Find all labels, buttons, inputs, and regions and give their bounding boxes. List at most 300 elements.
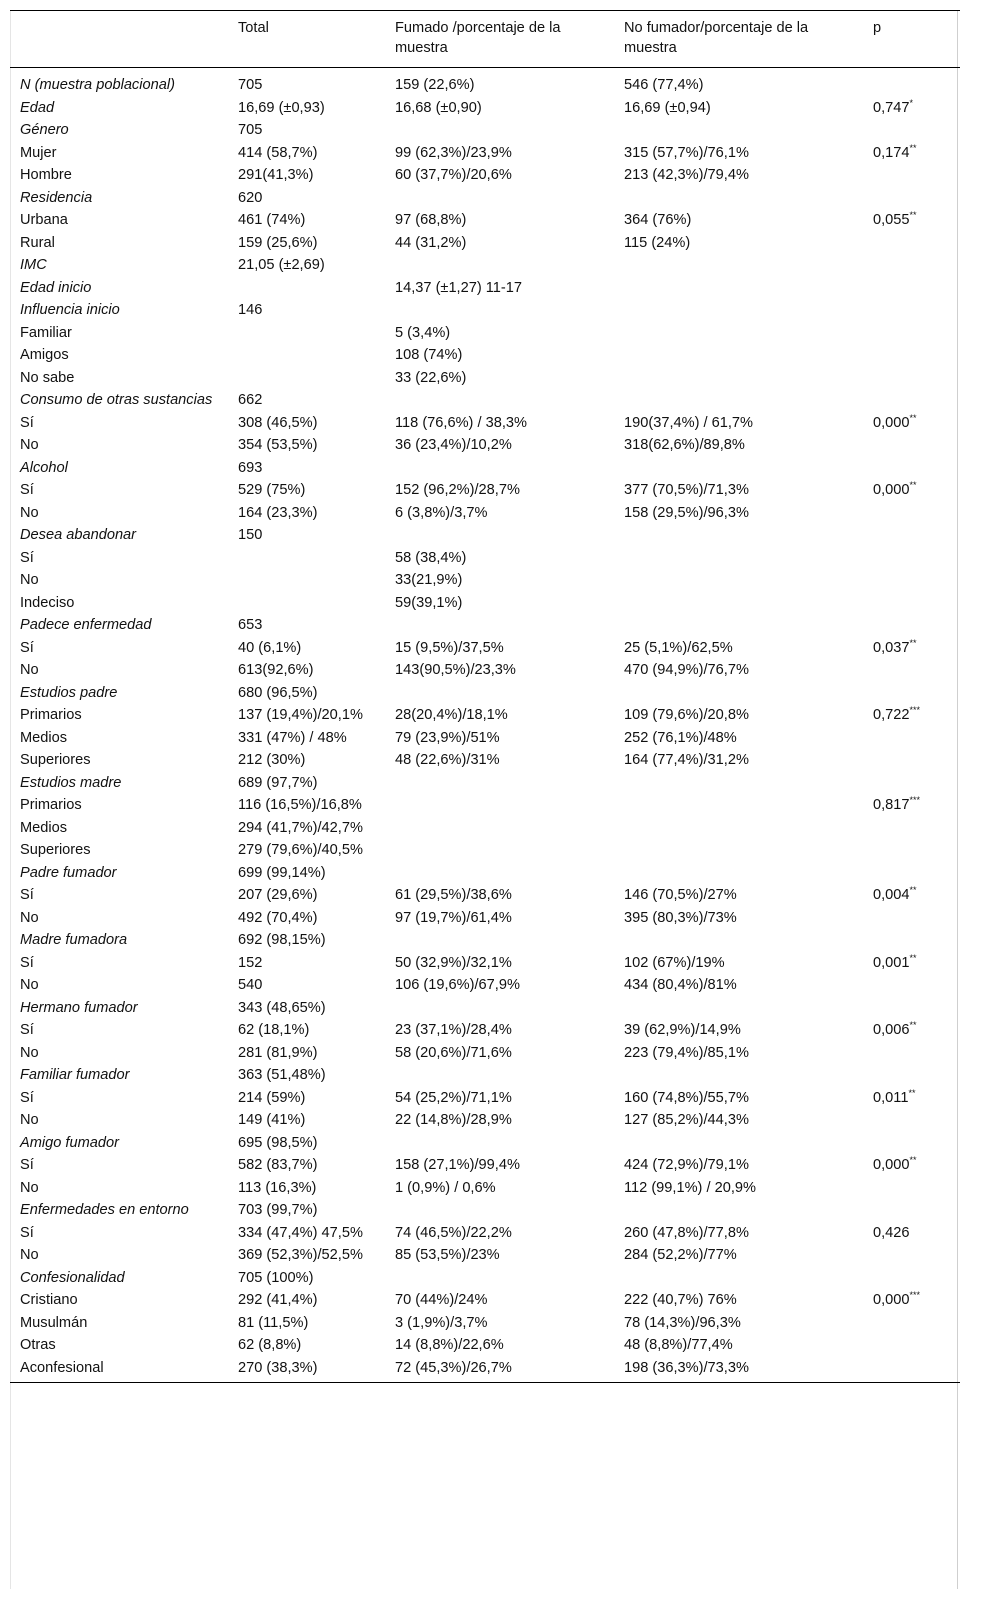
table-row [10,1312,960,1335]
row-label [10,254,228,277]
row-label-text: Familiar [20,324,72,341]
row-label [10,952,228,975]
cell-total [228,929,385,952]
cell-total [228,884,385,907]
cell-fumador [385,907,614,930]
table-row [10,209,960,232]
cell-fumador [385,547,614,570]
cell-total [228,704,385,727]
row-label-text: No sabe [20,369,75,386]
significance-marker: ** [909,210,917,220]
cell-fumador [385,322,614,345]
table-row [10,1064,960,1087]
row-label-text: Sí [20,549,34,566]
cell-total [228,1109,385,1132]
table-row [10,1199,960,1222]
table-row [10,142,960,165]
cell-fumador [385,232,614,255]
cell-fumador [385,772,614,795]
cell-fumador [385,884,614,907]
cell-fumador-text: 70 (44%)/24% [395,1292,488,1308]
cell-fumador-text: 158 (27,1%)/99,4% [395,1157,520,1173]
row-label [10,434,228,457]
row-label [10,1042,228,1065]
data-table-container [10,10,960,1383]
significance-marker: ** [909,412,917,423]
cell-total-text: 116 (16,5%)/16,8% [238,797,362,813]
row-label-text: N (muestra poblacional) [20,77,175,93]
table-body [10,68,960,1383]
cell-p-value-text: 0,817 [873,797,910,813]
row-label [10,1312,228,1335]
cell-total-text: 699 (99,14%) [238,864,326,881]
cell-fumador [385,1177,614,1200]
header-variable [10,11,228,68]
cell-total [228,164,385,187]
cell-total [228,817,385,840]
row-label [10,1019,228,1042]
cell-total-text: 689 (97,7%) [238,774,318,791]
cell-total-text: 270 (38,3%) [238,1359,318,1376]
cell-p-value [863,502,960,525]
cell-total [228,1199,385,1222]
cell-p-value-text: 0,001 [873,954,910,971]
row-label-text: Padre fumador [20,864,117,881]
cell-fumador [385,1222,614,1245]
table-row [10,322,960,345]
cell-total-text: 705 [238,122,263,138]
cell-fumador-text: 106 (19,6%)/67,9% [395,977,520,993]
cell-fumador [385,479,614,502]
cell-p-value [863,1177,960,1200]
row-label-text: No [20,662,39,678]
cell-fumador [385,569,614,592]
row-label-text: Consumo de otras sustancias [20,392,213,408]
cell-no-fumador-text: 112 (99,1%) / 20,9% [624,1179,756,1196]
cell-no-fumador [614,164,863,187]
cell-fumador [385,344,614,367]
row-label-text: Primarios [20,707,82,723]
cell-p-value [863,749,960,772]
significance-marker: ** [908,1087,916,1098]
header-total: Total [238,20,269,36]
row-label-text: No [20,504,39,521]
cell-p-value [863,1222,960,1245]
row-label [10,1289,228,1312]
cell-fumador-text: 60 (37,7%)/20,6% [395,167,512,183]
row-label [10,1064,228,1087]
significance-marker: ** [909,142,917,153]
cell-no-fumador [614,929,863,952]
cell-no-fumador-text: 395 (80,3%)/73% [624,909,737,926]
cell-total [228,974,385,997]
cell-total-text: 354 (53,5%) [238,437,318,453]
row-label-text: Superiores [20,842,91,858]
cell-no-fumador [614,1312,863,1335]
significance-marker: *** [909,1290,921,1300]
cell-no-fumador [614,817,863,840]
table-row [10,817,960,840]
table-row [10,1177,960,1200]
cell-no-fumador [614,682,863,705]
cell-no-fumador [614,1177,863,1200]
cell-no-fumador-text: 109 (79,6%)/20,8% [624,707,749,723]
cell-fumador [385,727,614,750]
cell-total [228,97,385,120]
row-label [10,1222,228,1245]
cell-total [228,412,385,435]
row-label-text: Sí [20,1022,34,1038]
row-label-text: No [20,977,39,993]
cell-total [228,1177,385,1200]
cell-total-text: 212 (30%) [238,752,306,768]
row-label-text: Estudios madre [20,774,122,791]
cell-p-value [863,727,960,750]
cell-fumador [385,434,614,457]
cell-total [228,1064,385,1087]
cell-no-fumador [614,952,863,975]
cell-no-fumador-text: 78 (14,3%)/96,3% [624,1314,741,1331]
row-label [10,749,228,772]
cell-no-fumador-text: 284 (52,2%)/77% [624,1247,737,1263]
cell-fumador [385,1267,614,1290]
cell-total-text: 680 (96,5%) [238,684,318,701]
cell-p-value [863,524,960,547]
table-row [10,389,960,412]
cell-total-text: 279 (79,6%)/40,5% [238,842,363,858]
cell-p-value [863,277,960,300]
cell-fumador-text: 118 (76,6%) / 38,3% [395,414,527,431]
row-label-text: Medios [20,819,68,836]
cell-no-fumador [614,592,863,615]
row-label [10,142,228,165]
cell-no-fumador-text: 16,69 (±0,94) [624,99,711,116]
cell-no-fumador-text: 213 (42,3%)/79,4% [624,167,749,183]
cell-no-fumador [614,907,863,930]
cell-no-fumador-text: 222 (40,7%) 76% [624,1292,737,1308]
cell-total-text: 705 (100%) [238,1269,314,1286]
cell-fumador-text: 22 (14,8%)/28,9% [395,1112,512,1128]
cell-no-fumador [614,1154,863,1177]
row-label [10,547,228,570]
cell-p-value [863,772,960,795]
cell-total [228,209,385,232]
cell-total [228,434,385,457]
cell-p-value [863,1244,960,1267]
cell-p-value-text: 0,037 [873,639,910,656]
cell-fumador [385,929,614,952]
cell-total-text: 281 (81,9%) [238,1044,318,1061]
table-row [10,232,960,255]
cell-no-fumador [614,659,863,682]
cell-p-value [863,592,960,615]
cell-fumador [385,1289,614,1312]
cell-no-fumador [614,884,863,907]
cell-total-text: 703 (99,7%) [238,1202,318,1218]
cell-p-value [863,1289,960,1312]
cell-no-fumador [614,637,863,660]
header-fumador: Fumado /porcentaje de la muestra [395,20,561,56]
cell-fumador [385,277,614,300]
cell-fumador-text: 85 (53,5%)/23% [395,1247,500,1263]
cell-total [228,862,385,885]
significance-marker: ** [909,637,917,648]
table-row [10,1154,960,1177]
cell-p-value [863,479,960,502]
cell-p-value [863,704,960,727]
cell-fumador [385,1109,614,1132]
row-label [10,862,228,885]
cell-fumador-text: 50 (32,9%)/32,1% [395,954,512,971]
cell-fumador-text: 5 (3,4%) [395,324,451,341]
row-label-text: Confesionalidad [20,1269,125,1286]
row-label-text: Medios [20,729,68,746]
row-label [10,299,228,322]
cell-p-value [863,907,960,930]
cell-no-fumador [614,209,863,232]
cell-fumador [385,187,614,210]
cell-total [228,592,385,615]
cell-total [228,1222,385,1245]
table-row [10,412,960,435]
cell-no-fumador-text: 102 (67%)/19% [624,954,725,971]
row-label-text: No [20,1179,39,1196]
row-label [10,1357,228,1383]
cell-p-value-text: 0,000 [873,1157,910,1173]
row-label-text: Mujer [20,144,57,161]
table-row [10,547,960,570]
cell-no-fumador-text: 424 (72,9%)/79,1% [624,1157,749,1173]
cell-no-fumador-text: 25 (5,1%)/62,5% [624,639,733,656]
cell-fumador [385,839,614,862]
cell-total-text: 207 (29,6%) [238,887,318,903]
cell-total-text: 331 (47%) / 48% [238,729,347,746]
cell-p-value [863,1019,960,1042]
row-label-text: Amigo fumador [20,1134,119,1151]
cell-no-fumador [614,704,863,727]
cell-fumador [385,704,614,727]
cell-p-value [863,884,960,907]
cell-total [228,997,385,1020]
row-label-text: No [20,1044,39,1061]
cell-fumador [385,817,614,840]
cell-p-value [863,817,960,840]
cell-no-fumador [614,1064,863,1087]
row-label [10,479,228,502]
cell-fumador [385,592,614,615]
cell-p-value-text: 0,747 [873,99,910,116]
row-label-text: Edad [20,99,55,116]
row-label-text: Primarios [20,797,82,813]
cell-no-fumador [614,749,863,772]
cell-p-value-text: 0,722 [873,707,910,723]
row-label [10,187,228,210]
row-label [10,164,228,187]
significance-marker: *** [909,705,921,715]
cell-total-text: 363 (51,48%) [238,1067,326,1083]
cell-total-text: 662 [238,392,263,408]
cell-total [228,839,385,862]
cell-fumador-text: 99 (62,3%)/23,9% [395,144,512,161]
table-row [10,1267,960,1290]
cell-fumador [385,457,614,480]
cell-total-text: 334 (47,4%) 47,5% [238,1224,363,1241]
table-row [10,794,960,817]
table-row [10,997,960,1020]
row-label-text: Sí [20,639,34,656]
cell-fumador-text: 44 (31,2%) [395,234,467,251]
significance-marker: ** [909,480,917,490]
cell-p-value [863,682,960,705]
cell-fumador [385,1087,614,1110]
cell-fumador [385,119,614,142]
row-label [10,884,228,907]
cell-no-fumador [614,1109,863,1132]
cell-fumador [385,1244,614,1267]
table-row [10,569,960,592]
row-label-text: Influencia inicio [20,302,120,318]
cell-fumador [385,794,614,817]
cell-no-fumador [614,412,863,435]
cell-total [228,1312,385,1335]
cell-p-value [863,434,960,457]
cell-p-value [863,952,960,975]
cell-no-fumador [614,97,863,120]
table-row [10,277,960,300]
cell-total-text: 693 [238,459,263,476]
cell-total [228,299,385,322]
row-label-text: Urbana [20,212,68,228]
row-label-text: Hombre [20,167,72,183]
table-row [10,659,960,682]
cell-no-fumador [614,1357,863,1383]
row-label-text: No [20,1112,39,1128]
cell-no-fumador-text: 318(62,6%)/89,8% [624,437,745,453]
cell-fumador [385,1154,614,1177]
row-label [10,682,228,705]
cell-p-value-text: 0,000 [873,414,910,431]
cell-fumador [385,524,614,547]
table-row [10,164,960,187]
table-row [10,1289,960,1312]
row-label [10,1199,228,1222]
table-row [10,68,960,97]
cell-total-text: 692 (98,15%) [238,932,326,948]
cell-total [228,344,385,367]
row-label-text: No [20,572,39,588]
cell-total [228,1244,385,1267]
cell-no-fumador [614,389,863,412]
row-label-text: Sí [20,414,34,431]
cell-fumador [385,164,614,187]
cell-no-fumador [614,367,863,390]
cell-no-fumador [614,1222,863,1245]
cell-no-fumador-text: 546 (77,4%) [624,77,704,93]
cell-total [228,502,385,525]
cell-fumador [385,1312,614,1335]
cell-no-fumador [614,299,863,322]
table-row [10,929,960,952]
cell-total-text: 461 (74%) [238,212,306,228]
cell-total [228,1289,385,1312]
cell-total-text: 653 [238,617,263,633]
header-no-fumador: No fumador/porcentaje de la muestra [624,20,809,56]
cell-total-text: 150 [238,527,263,543]
row-label [10,322,228,345]
row-label [10,502,228,525]
row-label [10,727,228,750]
row-label-text: Otras [20,1337,56,1353]
cell-fumador [385,209,614,232]
cell-no-fumador-text: 260 (47,8%)/77,8% [624,1224,749,1241]
cell-fumador-text: 48 (22,6%)/31% [395,752,500,768]
cell-fumador [385,254,614,277]
cell-p-value [863,232,960,255]
row-label [10,929,228,952]
cell-no-fumador-text: 315 (57,7%)/76,1% [624,144,749,161]
cell-p-value [863,637,960,660]
row-label [10,524,228,547]
cell-p-value [863,1042,960,1065]
row-label [10,569,228,592]
cell-no-fumador [614,344,863,367]
cell-no-fumador-text: 39 (62,9%)/14,9% [624,1022,741,1038]
cell-total-text: 137 (19,4%)/20,1% [238,707,363,723]
row-label [10,1334,228,1357]
row-label [10,1132,228,1155]
cell-p-value-text: 0,011 [873,1089,909,1106]
header-p: p [873,20,882,36]
cell-total [228,1132,385,1155]
cell-no-fumador-text: 223 (79,4%)/85,1% [624,1044,749,1061]
row-label [10,1109,228,1132]
header-row [10,11,960,68]
cell-p-value [863,1064,960,1087]
cell-no-fumador [614,862,863,885]
cell-p-value-text: 0,426 [873,1224,910,1241]
cell-total [228,322,385,345]
cell-fumador [385,749,614,772]
cell-fumador [385,412,614,435]
cell-total-text: 40 (6,1%) [238,639,302,656]
cell-total [228,1357,385,1383]
cell-total-text: 695 (98,5%) [238,1134,318,1151]
cell-p-value-text: 0,000 [873,1292,910,1308]
table-row [10,1334,960,1357]
row-label-text: Amigos [20,347,69,363]
table-row [10,1109,960,1132]
cell-total [228,187,385,210]
cell-no-fumador-text: 48 (8,8%)/77,4% [624,1337,733,1353]
row-label-text: Madre fumadora [20,932,128,948]
data-table [10,10,960,1383]
cell-fumador-text: 97 (19,7%)/61,4% [395,909,512,926]
cell-fumador [385,142,614,165]
row-label [10,1267,228,1290]
cell-p-value [863,997,960,1020]
cell-total-text: 492 (70,4%) [238,909,318,926]
cell-total-text: 414 (58,7%) [238,144,318,161]
table-row [10,1132,960,1155]
cell-p-value [863,97,960,120]
cell-total [228,119,385,142]
cell-no-fumador [614,839,863,862]
row-label [10,614,228,637]
cell-fumador-text: 97 (68,8%) [395,212,467,228]
cell-total [228,772,385,795]
cell-total [228,569,385,592]
cell-p-value [863,659,960,682]
